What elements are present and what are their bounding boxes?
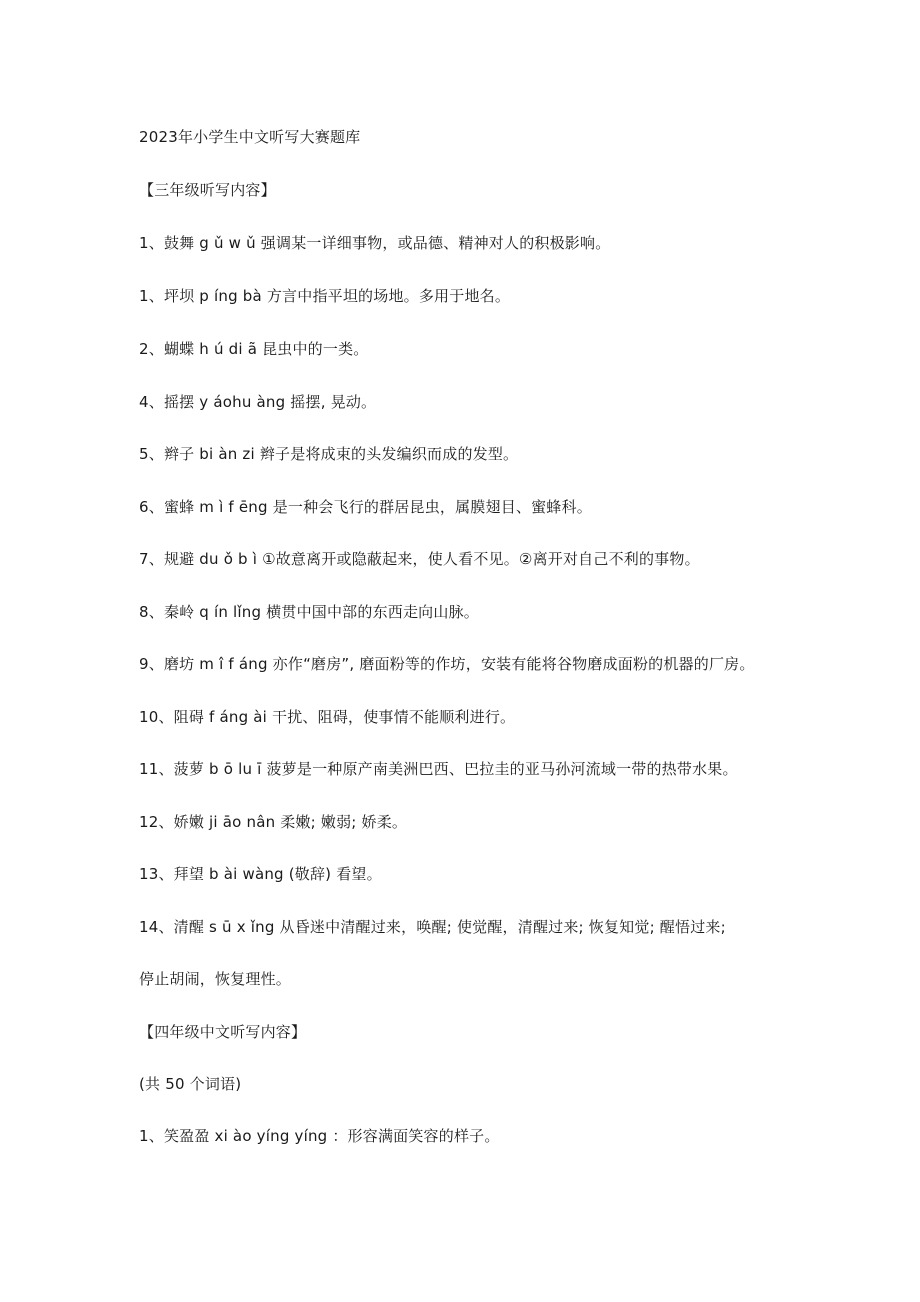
list-item-continuation: 停止胡闹，恢复理性。: [139, 970, 292, 988]
list-item: 4、摇摆 y áohu àng 摇摆, 晃动。: [139, 393, 377, 411]
list-item: 9、磨坊 m î f áng 亦作“磨房”, 磨面粉等的作坊，安装有能将谷物磨成面粉的机器的厂房。: [139, 655, 755, 673]
list-item: 10、阻碍 f áng ài 干扰、阻碍，使事情不能顺利进行。: [139, 708, 516, 726]
list-item: 1、笑盈盈 xi ào yíng yíng ：形容满面笑容的样子。: [139, 1127, 500, 1145]
list-item: 1、鼓舞 g ǔ w ǔ 强调某一详细事物，或品德、精神对人的积极影响。: [139, 234, 611, 252]
list-item: 6、蜜蜂 m ì f ēng 是一种会飞行的群居昆虫，属膜翅目、蜜蜂科。: [139, 498, 592, 516]
list-item: 13、拜望 b ài wàng (敬辞) 看望。: [139, 865, 382, 883]
grade4-note: (共 50 个词语): [139, 1075, 242, 1093]
list-item: 1、坪坝 p íng bà 方言中指平坦的场地。多用于地名。: [139, 287, 511, 305]
list-item: 5、辫子 bi àn zi 辫子是将成束的头发编织而成的发型。: [139, 445, 519, 463]
list-item: 7、规避 du ǒ b ì ①故意离开或隐蔽起来，使人看不见。②离开对自己不利的事物。: [139, 550, 700, 568]
document-title: 2023年小学生中文听写大赛题库: [139, 128, 361, 146]
grade4-heading: 【四年级中文听写内容】: [139, 1023, 307, 1041]
list-item: 8、秦岭 q ín lǐng 横贯中国中部的东西走向山脉。: [139, 603, 479, 621]
grade3-heading: 【三年级听写内容】: [139, 181, 276, 199]
list-item: 2、蝴蝶 h ú di ã 昆虫中的一类。: [139, 340, 369, 358]
list-item: 14、清醒 s ū x ǐng 从昏迷中清醒过来，唤醒; 使觉醒，清醒过来; 恢复知觉; 醒悟过来;: [139, 918, 726, 936]
list-item: 11、菠萝 b ō lu ī 菠萝是一种原产南美洲巴西、巴拉圭的亚马孙河流域一带的热带水果。: [139, 760, 738, 778]
list-item: 12、娇嫩 ji āo nân 柔嫩; 嫩弱; 娇柔。: [139, 813, 408, 831]
